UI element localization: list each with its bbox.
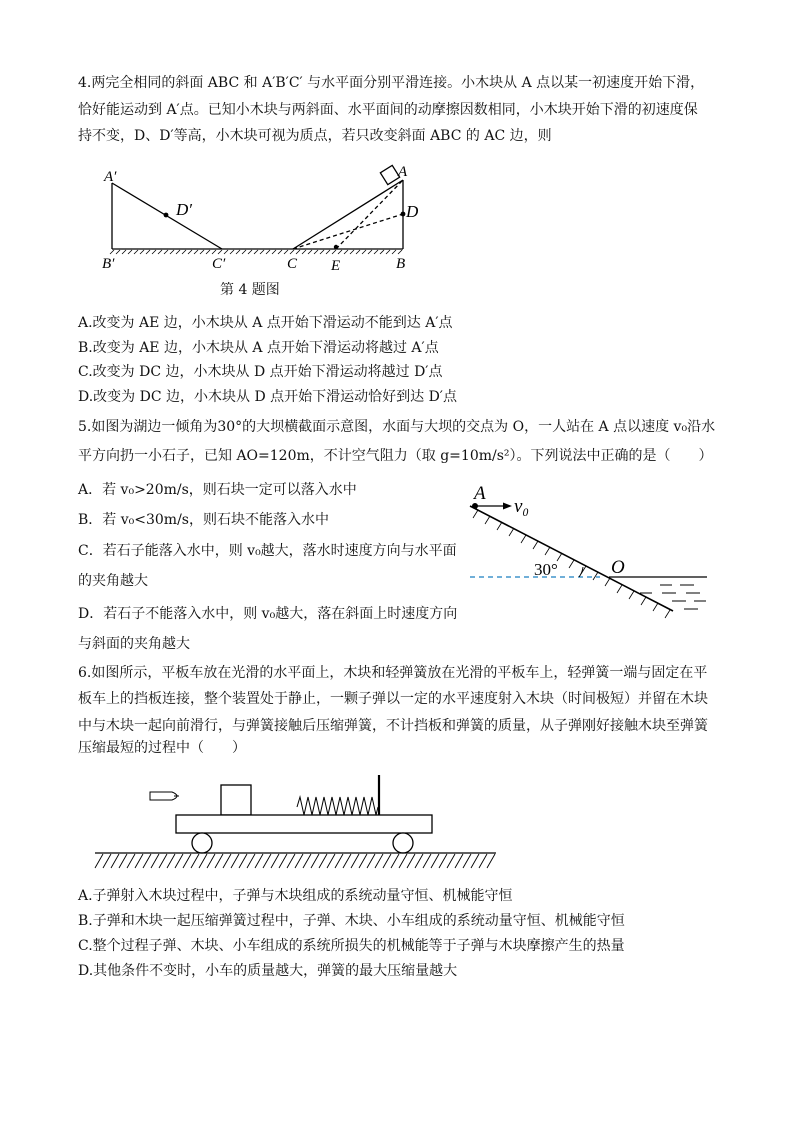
- label-d: D: [406, 202, 419, 221]
- q4-option-d: D.改变为 DC 边，小木块从 D 点开始下滑运动恰好到达 D′点: [78, 389, 457, 405]
- q5-line-2: 平方向扔一小石子，已知 AO=120m，不计空气阻力（取 g=10m/s²）。下列说法中正确的是（ ）: [78, 448, 713, 464]
- label-c-prime: C′: [212, 256, 226, 272]
- q6-line-3: 中与木块一起向前滑行，与弹簧接触后压缩弹簧，不计挡板和弹簧的质量，从子弹刚好接触木块至弹簧: [78, 718, 708, 734]
- q6-line-2: 板车上的挡板连接，整个装置处于静止，一颗子弹以一定的水平速度射入木块（时间极短）并留在木块: [78, 691, 708, 707]
- q4-line-2: 恰好能运动到 A′点。已知小木块与两斜面、水平面间的动摩擦因数相同，小木块开始下滑的初速度保: [78, 102, 698, 118]
- q4-line-1: 4.两完全相同的斜面 ABC 和 A′B′C′ 与水平面分别平滑连接。小木块从 A 点以某一初速度开始下滑，: [78, 75, 705, 91]
- wood-block: [221, 785, 251, 815]
- q4-option-a: A.改变为 AE 边，小木块从 A 点开始下滑运动不能到达 A′点: [78, 315, 453, 331]
- label-e: E: [331, 258, 341, 274]
- label-a: A: [398, 164, 408, 180]
- q4-figure-caption: 第 4 题图: [220, 282, 280, 298]
- q5-option-a: A．若 v₀>20m/s，则石块一定可以落入水中: [78, 482, 357, 498]
- bullet-icon: [150, 792, 179, 800]
- label-b: B: [396, 256, 406, 272]
- q4-option-b: B.改变为 AE 边，小木块从 A 点开始下滑运动将越过 A′点: [78, 340, 439, 356]
- label-30deg: 30°: [534, 560, 558, 579]
- q4-option-c: C.改变为 DC 边，小木块从 D 点开始下滑运动将越过 D′点: [78, 364, 443, 380]
- q5-line-1: 5.如图为湖边一倾角为30°的大坝横截面示意图，水面与大坝的交点为 O，一人站在 A 点以速度 v₀沿水: [78, 419, 716, 435]
- label-d-prime: D′: [176, 200, 192, 219]
- label-a-prime: A′: [104, 169, 117, 185]
- q5-option-b: B．若 v₀<30m/s，则石块不能落入水中: [78, 512, 329, 528]
- q6-option-b: B.子弹和木块一起压缩弹簧过程中，子弹、木块、小车组成的系统动量守恒、机械能守恒: [78, 913, 625, 929]
- q6-option-d: D.其他条件不变时，小车的质量越大，弹簧的最大压缩量越大: [78, 963, 458, 979]
- q5-option-d-cont: 与斜面的夹角越大: [78, 636, 190, 652]
- wheel-left: [192, 833, 212, 853]
- q5-option-c-cont: 的夹角越大: [78, 573, 148, 589]
- q5-option-d: D．若石子不能落入水中，则 v₀越大，落在斜面上时速度方向: [78, 606, 458, 622]
- label-c: C: [287, 256, 298, 272]
- q6-line-1: 6.如图所示，平板车放在光滑的水平面上，木块和轻弹簧放在光滑的平板车上，轻弹簧一端与固定在平: [78, 665, 708, 681]
- q6-line-4: 压缩最短的过程中（ ）: [78, 740, 246, 756]
- q6-option-a: A.子弹射入木块过程中，子弹与木块组成的系统动量守恒、机械能守恒: [78, 888, 513, 904]
- label-a5: A: [474, 483, 486, 504]
- spring: [297, 797, 378, 815]
- q4-line-3: 持不变，D、D′等高，小木块可视为质点，若只改变斜面 ABC 的 AC 边，则: [78, 128, 552, 144]
- wheel-right: [393, 833, 413, 853]
- label-b-prime: B′: [102, 256, 115, 272]
- q6-option-c: C.整个过程子弹、木块、小车组成的系统所损失的机械能等于子弹与木块摩擦产生的热量: [78, 938, 625, 954]
- cart-platform: [176, 815, 432, 833]
- label-o: O: [611, 557, 625, 578]
- label-v0: v₀: [514, 496, 530, 517]
- q5-option-c: C．若石子能落入水中，则 v₀越大，落水时速度方向与水平面: [78, 543, 457, 559]
